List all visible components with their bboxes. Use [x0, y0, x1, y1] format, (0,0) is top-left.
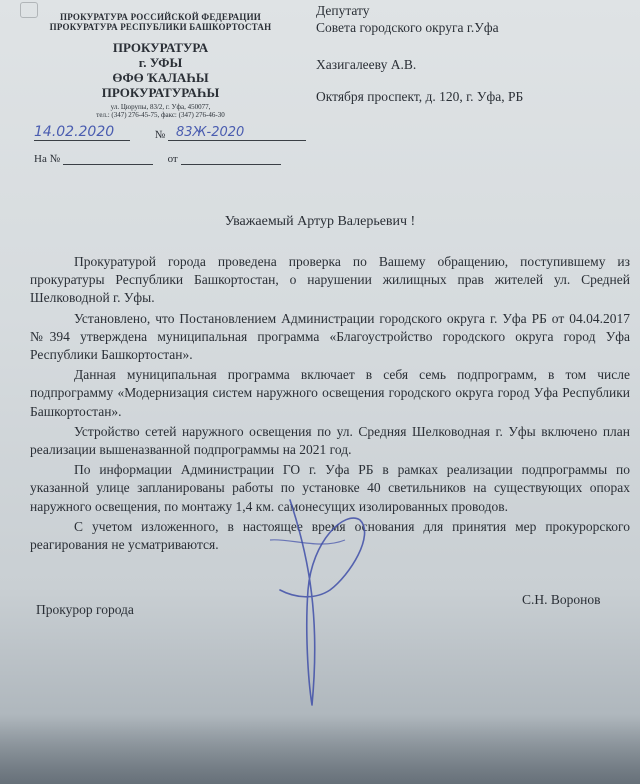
paragraph-6: С учетом изложенного, в настоящее время основания для принятия мер прокурорского реагирования не усматриваются.: [30, 518, 630, 553]
paragraph-4: Устройство сетей наружного освещения по ул. Средняя Шелководная г. Уфы включено план реализации вышеназванной подпрограммы на 2021 год.: [30, 423, 630, 458]
from-label: от: [167, 153, 178, 165]
from-date-line: [181, 152, 281, 165]
paragraph-2: Установлено, что Постановлением Администрации городского округа г. Уфа РБ от 04.04.2017 №394 утверждена муниципальная программа «Благоустройство городского округа город Уфа Республики Башкортостан».: [30, 310, 630, 363]
paragraph-5: По информации Администрации ГО г. Уфа РБ в рамках реализации подпрограммы по указанной улице запланированы работы по установке 40 светильников на существующих опорах наружного освещения, по монтажу 1,4 км. самонесущих изолированных проводов.: [30, 462, 630, 514]
letterhead-line2: ПРОКУРАТУРА РЕСПУБЛИКИ БАШКОРТОСТАН: [49, 22, 272, 33]
recipient-block: [316, 4, 523, 108]
salutation: Уважаемый Артур Валерьевич !: [224, 214, 416, 229]
registration-number: 83Ж-2020: [168, 125, 306, 141]
letterhead-title2: г. УФЫ: [138, 54, 183, 70]
signoff-position: Прокурор города: [36, 602, 134, 617]
recipient-line3: Хазигалееву А.В.: [316, 57, 417, 72]
registration-row: [34, 124, 306, 141]
letterhead-title1: ПРОКУРАТУРА: [112, 39, 209, 55]
letterhead-address2: тел.: (347) 276-45-75, факс: (347) 276-46-30: [96, 111, 225, 120]
paragraph-1: Прокуратурой города проведена проверка по Вашему обращению, поступившему из прокуратуры Республики Башкортостан, о нарушении жилищных прав жителей ул. Средней Шелководной г. Уфы.: [30, 254, 630, 306]
registration-date: 14.02.2020: [34, 124, 130, 141]
paragraph-3: Данная муниципальная программа включает в себя семь подпрограмм, в том числе подпрограмму «Модернизация систем наружного освещения городского округа город Уфа Республики Башкортостан».: [30, 367, 630, 419]
letterhead-line1: ПРОКУРАТУРА РОССИЙСКОЙ ФЕДЕРАЦИИ: [60, 12, 261, 22]
handwritten-signature: [250, 480, 390, 720]
letterhead-address1: ул. Цюрупы, 83/2, г. Уфа, 450077,: [110, 103, 211, 112]
recipient-line2: Совета городского округа г.Уфа: [316, 20, 499, 35]
reply-label: На №: [34, 153, 61, 165]
letterhead: [18, 12, 303, 120]
letterhead-title3: ӨФӨ ҠАЛАҺЫ: [112, 69, 209, 85]
number-sign: №: [154, 129, 166, 141]
signoff-name: С.Н. Воронов: [522, 592, 601, 607]
photo-shadow: [0, 714, 640, 784]
reply-number-line: [63, 152, 153, 165]
reply-row: [34, 152, 281, 165]
recipient-line4: Октября проспект, д. 120, г. Уфа, РБ: [316, 89, 524, 104]
recipient-line1: Депутату: [316, 3, 370, 18]
letterhead-title4: ПРОКУРАТУРАҺЫ: [101, 84, 220, 100]
